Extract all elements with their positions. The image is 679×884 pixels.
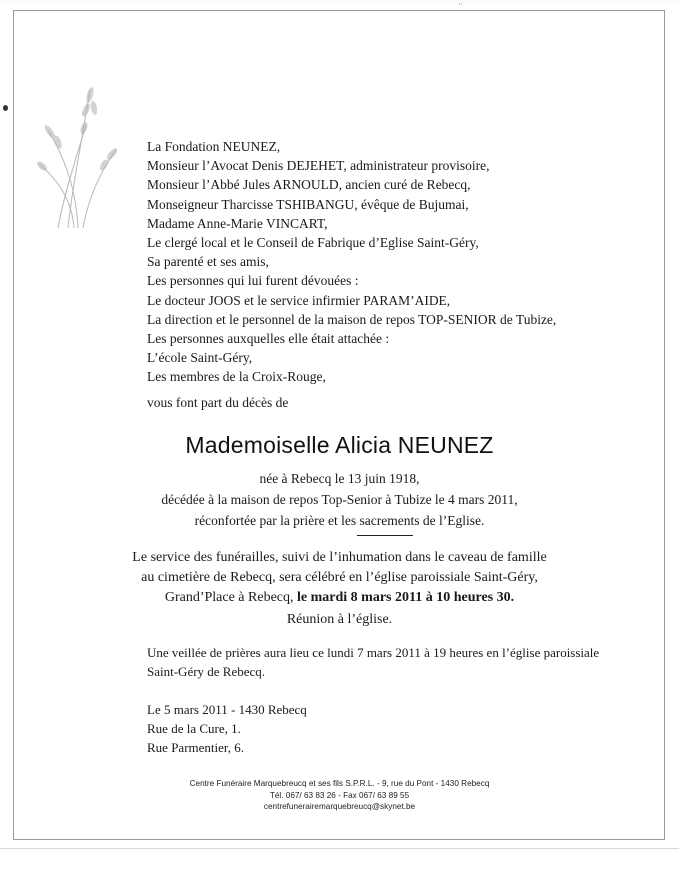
meeting-note: Réunion à l’église. bbox=[286, 612, 393, 627]
announcer-line: Le clergé local et le Conseil de Fabrique d’Eglise Saint-Géry, bbox=[147, 235, 479, 251]
footer-email: centrefunerairemarquebreucq@skynet.be bbox=[263, 802, 416, 811]
service-line: Le service des funérailles, suivi de l’inhumation dans le caveau de famille bbox=[132, 550, 547, 565]
announcer-line: Madame Anne-Marie VINCART, bbox=[147, 215, 328, 231]
announcer-line: Les membres de la Croix-Rouge, bbox=[147, 369, 326, 385]
scan-bottom-edge bbox=[0, 848, 679, 884]
announcer-line: Les personnes auxquelles elle était attachée : bbox=[147, 331, 390, 347]
wheat-ornament-icon bbox=[28, 70, 123, 230]
footer-company: Centre Funéraire Marquebreucq et ses fils S.P.R.L. - 9, rue du Pont - 1430 Rebecq bbox=[189, 779, 490, 788]
announcer-line: La direction et le personnel de la maison de repos TOP-SENIOR de Tubize, bbox=[147, 311, 557, 327]
footer-phone: Tél. 067/ 63 83 26 - Fax 067/ 63 89 55 bbox=[269, 790, 410, 800]
address-line: Rue de la Cure, 1. bbox=[147, 721, 241, 736]
announcers-list bbox=[147, 137, 627, 387]
announcer-line: L’école Saint-Géry, bbox=[147, 350, 253, 366]
address-line: Le 5 mars 2011 - 1430 Rebecq bbox=[147, 702, 307, 717]
margin-dot bbox=[3, 105, 8, 111]
deceased-name: Mademoiselle Alicia NEUNEZ bbox=[185, 432, 494, 458]
announcer-line: Monsieur l’Abbé Jules ARNOULD, ancien curé de Rebecq, bbox=[147, 177, 471, 193]
deceased-details bbox=[0, 468, 679, 531]
scan-mark: ·ᐧ bbox=[458, 0, 463, 9]
vigil-notice: Une veillée de prières aura lieu ce lundi 7 mars 2011 à 19 heures en l’église paroissiale Saint-Géry de Rebecq. bbox=[147, 645, 600, 679]
funeral-service bbox=[0, 548, 679, 608]
announcer-line: Les personnes qui lui furent dévouées : bbox=[147, 273, 359, 289]
death-line: décédée à la maison de repos Top-Senior à Tubize le 4 mars 2011, bbox=[161, 492, 518, 507]
announcement-intro: vous font part du décès de bbox=[147, 395, 289, 410]
service-line bbox=[0, 588, 679, 608]
announcer-line: Sa parenté et ses amis, bbox=[147, 254, 269, 270]
announcer-line: Monsieur l’Avocat Denis DEJEHET, administrateur provisoire, bbox=[147, 158, 490, 174]
service-date: le mardi 8 mars 2011 à 10 heures 30. bbox=[297, 590, 515, 605]
scan-edge bbox=[0, 0, 679, 3]
addresses-block bbox=[147, 700, 307, 757]
service-line: au cimetière de Rebecq, sera célébré en l’église paroissiale Saint-Géry, bbox=[141, 570, 538, 585]
address-line: Rue Parmentier, 6. bbox=[147, 740, 244, 755]
announcer-line: La Fondation NEUNEZ, bbox=[147, 139, 281, 154]
service-place: Grand’Place à Rebecq, bbox=[164, 590, 294, 605]
sacraments-line: réconfortée par la prière et les sacrements de l’Eglise. bbox=[194, 513, 485, 528]
divider-rule bbox=[357, 535, 413, 536]
funeral-home-footer bbox=[0, 778, 679, 813]
announcer-line: Le docteur JOOS et le service infirmier PARAM’AIDE, bbox=[147, 292, 451, 308]
announcer-line: Monseigneur Tharcisse TSHIBANGU, évêque de Bujumai, bbox=[147, 196, 469, 212]
birth-line: née à Rebecq le 13 juin 1918, bbox=[259, 471, 420, 486]
